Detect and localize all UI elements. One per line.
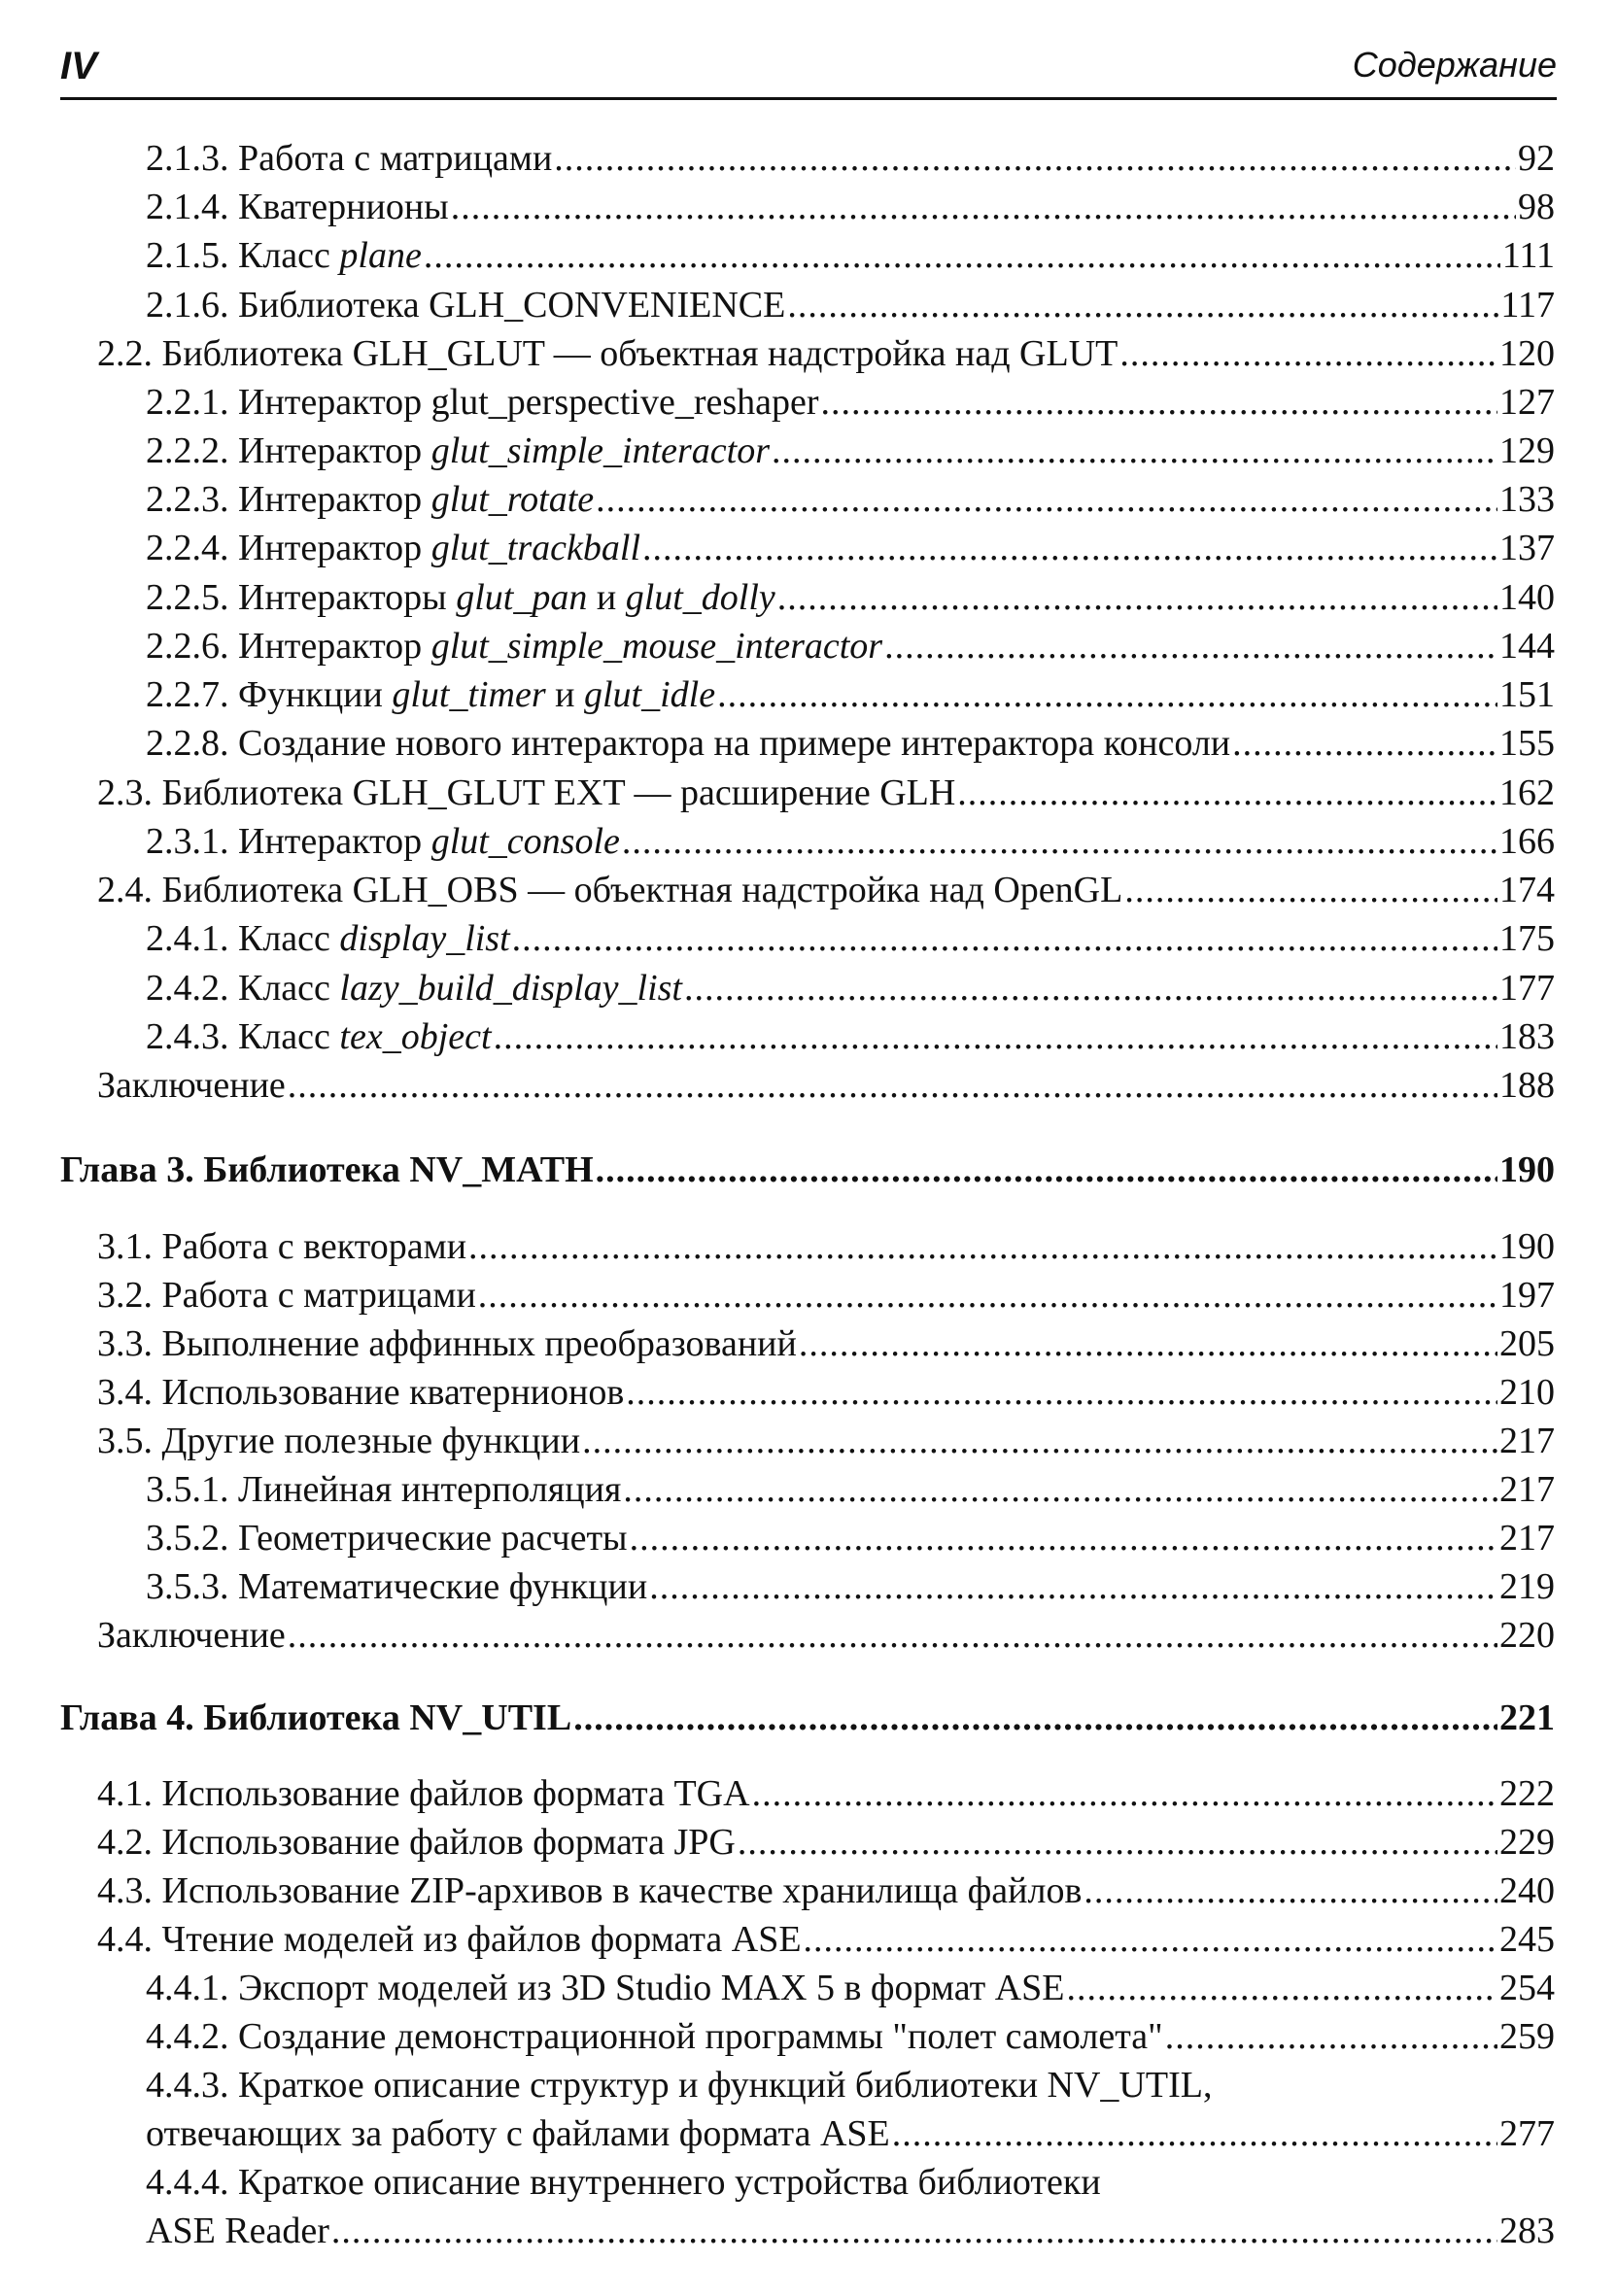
entry-page: 144 [1499,626,1555,667]
toc-entry[interactable] [146,426,1555,476]
entry-title: Создание демонстрационной программы "полет самолета" [228,2016,1163,2057]
dot-leader [331,2206,1497,2256]
entry-number: 2.4.1. [146,918,229,959]
chapter-title: Глава 4. Библиотека NV_UTIL [60,1697,572,1738]
toc-entry[interactable] [146,377,1555,428]
dot-leader [512,913,1497,964]
entry-title-italic: display_list [339,918,510,959]
entry-title: Интерактор [228,430,431,471]
toc-chapter[interactable] [60,1145,1555,1195]
dot-leader [554,133,1516,184]
entry-page: 222 [1499,1773,1555,1814]
toc-entry[interactable] [97,1817,1555,1868]
entry-title: Класс [228,918,340,959]
entry-title: Использование файлов формата TGA [153,1773,750,1814]
running-title: Содержание [1352,45,1557,85]
entry-title-italic: glut_pan [456,577,588,618]
entry-number: 4.4.1. [146,1968,229,2008]
chapter-title: Глава 3. Библиотека NV_MATH [60,1149,594,1190]
toc-entry[interactable] [146,474,1555,525]
entry-title-italic: glut_simple_mouse_interactor [430,626,883,667]
entry-title: Класс [228,968,340,1009]
dot-leader [787,280,1498,330]
entry-title-italic: glut_rotate [430,479,595,520]
entry-number: 3.5.1. [146,1469,229,1510]
entry-title: Использование файлов формата JPG [153,1822,736,1863]
dot-leader [738,1817,1497,1868]
dot-leader [1165,2011,1497,2062]
entry-title: Функции [228,674,393,715]
entry-page: 183 [1499,1016,1555,1057]
entry-page: 245 [1499,1919,1555,1960]
entry-title: Заключение [97,1615,286,1656]
entry-number: 3.5.2. [146,1518,229,1559]
entry-number: 4.1. [97,1773,153,1814]
entry-page: 254 [1499,1968,1555,2008]
entry-number: 2.1.3. [146,138,229,179]
entry-number: 2.2.4. [146,528,229,568]
dot-leader [717,669,1497,720]
entry-title-italic: glut_trackball [430,528,640,568]
toc-entry[interactable] [146,1513,1555,1563]
dot-leader [752,1768,1497,1819]
toc-entry[interactable] [146,963,1555,1013]
entry-title: Работа с векторами [153,1226,467,1267]
dot-leader [468,1221,1497,1272]
entry-number: 4.2. [97,1822,153,1863]
entry-title: Экспорт моделей из 3D Studio MAX 5 в формат ASE [228,1968,1065,2008]
toc-entry-line1[interactable] [146,2060,1212,2110]
dot-leader [892,2108,1497,2159]
entry-number: 2.3. [97,772,153,813]
toc-chapter[interactable] [60,1693,1555,1743]
toc-entry[interactable] [146,913,1555,964]
toc-entry[interactable] [97,1914,1555,1965]
entry-title: Геометрические расчеты [228,1518,628,1559]
entry-page: 259 [1499,2016,1555,2057]
entry-number: 2.1.5. [146,235,229,276]
entry-number: 4.4.3. [146,2065,229,2106]
dot-leader [288,1610,1497,1661]
dot-leader [288,1060,1497,1111]
entry-page: 133 [1499,479,1555,520]
entry-page: 174 [1499,870,1555,910]
dot-leader [799,1319,1497,1369]
dot-leader [777,572,1497,623]
page-header [60,37,1557,95]
entry-page: 205 [1499,1323,1555,1364]
entry-title-italic: lazy_build_display_list [339,968,682,1009]
dot-leader [596,474,1497,525]
entry-title: Заключение [97,1065,286,1106]
dot-leader [642,523,1497,573]
entry-title: Интеракторы [228,577,457,618]
entry-number: 4.4.4. [146,2162,229,2203]
entry-page: 155 [1499,723,1555,764]
entry-number: 2.2.7. [146,674,229,715]
toc-entry[interactable] [146,2011,1555,2062]
entry-page: 140 [1499,577,1555,618]
entry-number: 2.2.2. [146,430,229,471]
toc-entry[interactable] [97,768,1555,818]
entry-page: 240 [1499,1870,1555,1911]
entry-title: Работа с матрицами [228,138,553,179]
entry-title-italic: glut_simple_interactor [430,430,770,471]
dot-leader [451,182,1516,232]
entry-title: Краткое описание структур и функций библиотеки NV_UTIL, [228,2065,1213,2106]
entry-page: 129 [1499,430,1555,471]
dot-leader [582,1416,1497,1466]
entry-page: 127 [1499,382,1555,423]
toc-entry[interactable] [146,523,1555,573]
entry-title-conj: и [545,674,584,715]
entry-title: Создание нового интерактора на примере интерактора консоли [228,723,1231,764]
toc-entry[interactable] [146,280,1555,330]
toc-entry[interactable] [97,1270,1555,1320]
entry-page: 92 [1518,138,1555,179]
entry-number: 2.1.4. [146,187,229,227]
dot-leader [957,768,1497,818]
dot-leader [1084,1866,1497,1916]
entry-page: 117 [1500,285,1555,326]
entry-title-italic: glut_console [430,821,620,862]
toc-entry[interactable] [146,133,1555,184]
toc-entry[interactable] [97,1866,1555,1916]
dot-leader [772,426,1497,476]
dot-leader [684,963,1497,1013]
entry-title: Работа с матрицами [153,1275,476,1316]
toc-entry[interactable] [97,1060,1555,1111]
entry-title: Линейная интерполяция [228,1469,622,1510]
toc-entry[interactable] [97,1221,1555,1272]
entry-number: 3.2. [97,1275,153,1316]
entry-title-italic: glut_timer [392,674,546,715]
entry-number: 2.2.3. [146,479,229,520]
dot-leader [494,1011,1497,1062]
entry-title-continued: отвечающих за работу с файлами формата ASE [146,2113,890,2154]
chapter-page: 221 [1499,1697,1555,1738]
toc-entry[interactable] [146,230,1555,281]
entry-title-continued: ASE Reader [146,2210,329,2251]
entry-title: Использование кватернионов [153,1372,625,1413]
entry-number: 2.2. [97,333,153,374]
toc-entry[interactable] [146,1464,1555,1515]
entry-number: 3.5.3. [146,1566,229,1607]
entry-page: 175 [1499,918,1555,959]
entry-title: Интерактор [228,626,431,667]
entry-title-italic: glut_idle [584,674,716,715]
entry-number: 4.3. [97,1870,153,1911]
entry-page: 111 [1501,235,1555,276]
entry-number: 2.2.5. [146,577,229,618]
dot-leader [884,621,1497,671]
toc-entry[interactable] [146,182,1555,232]
dot-leader [573,1693,1497,1743]
entry-number: 3.4. [97,1372,153,1413]
entry-page: 217 [1499,1518,1555,1559]
toc-entry[interactable] [146,1561,1555,1612]
dot-leader [1124,865,1497,915]
entry-title: Использование ZIP-архивов в качестве хранилища файлов [153,1870,1083,1911]
dot-leader [1067,1963,1498,2013]
header-rule [60,97,1557,100]
entry-page: 162 [1499,772,1555,813]
entry-page: 217 [1499,1469,1555,1510]
entry-number: 2.4. [97,870,153,910]
entry-number: 2.4.2. [146,968,229,1009]
entry-page: 190 [1499,1226,1555,1267]
entry-title: Библиотека GLH_CONVENIENCE [228,285,786,326]
toc-entry[interactable] [146,2108,1555,2159]
entry-number: 4.4.2. [146,2016,229,2057]
dot-leader [622,816,1497,867]
entry-title-italic: glut_dolly [625,577,775,618]
dot-leader [821,377,1497,428]
entry-page: 177 [1499,968,1555,1009]
entry-page: 98 [1518,187,1555,227]
toc-entry[interactable] [146,816,1555,867]
entry-page: 229 [1499,1822,1555,1863]
toc-entry[interactable] [146,1963,1555,2013]
dot-leader [424,230,1500,281]
entry-page: 277 [1499,2113,1555,2154]
entry-page: 197 [1499,1275,1555,1316]
entry-title-conj: и [587,577,626,618]
entry-title: Библиотека GLH_GLUT EXT — расширение GLH [153,772,956,813]
toc-entry[interactable] [146,669,1555,720]
entry-number: 2.2.6. [146,626,229,667]
toc-entry[interactable] [97,1367,1555,1418]
entry-page: 188 [1499,1065,1555,1106]
entry-number: 2.3.1. [146,821,229,862]
toc-entry[interactable] [146,718,1555,769]
entry-page: 120 [1499,333,1555,374]
toc-entry[interactable] [97,1610,1555,1661]
dot-leader [804,1914,1497,1965]
toc-entry[interactable] [97,1319,1555,1369]
toc-entry[interactable] [146,1011,1555,1062]
entry-title: Другие полезные функции [153,1421,581,1461]
toc-entry-line1[interactable] [146,2157,1101,2208]
entry-number: 2.4.3. [146,1016,229,1057]
entry-number: 4.4. [97,1919,153,1960]
entry-title: Интерактор [228,528,431,568]
toc-entry[interactable] [97,1768,1555,1819]
entry-number: 3.1. [97,1226,153,1267]
entry-title: Интерактор glut_perspective_reshaper [228,382,819,423]
toc-entry[interactable] [97,865,1555,915]
entry-number: 2.2.8. [146,723,229,764]
entry-page: 220 [1499,1615,1555,1656]
entry-title-italic: tex_object [339,1016,492,1057]
entry-title: Библиотека GLH_GLUT — объектная надстройка над GLUT [153,333,1118,374]
toc-entry[interactable] [97,1416,1555,1466]
entry-title: Выполнение аффинных преобразований [153,1323,797,1364]
toc-entry[interactable] [146,2206,1555,2256]
entry-page: 151 [1499,674,1555,715]
entry-number: 3.3. [97,1323,153,1364]
entry-title: Кватернионы [228,187,449,227]
entry-title: Интерактор [228,821,431,862]
dot-leader [1119,328,1497,379]
entry-title: Краткое описание внутреннего устройства библиотеки [228,2162,1101,2203]
entry-number: 2.1.6. [146,285,229,326]
entry-page: 137 [1499,528,1555,568]
entry-title: Интерактор [228,479,431,520]
entry-title: Класс [228,235,340,276]
entry-page: 210 [1499,1372,1555,1413]
page-number: IV [60,45,97,87]
entry-title: Библиотека GLH_OBS — объектная надстройка над OpenGL [153,870,1123,910]
dot-leader [626,1367,1497,1418]
entry-number: 3.5. [97,1421,153,1461]
entry-page: 219 [1499,1566,1555,1607]
entry-page: 166 [1499,821,1555,862]
entry-number: 2.2.1. [146,382,229,423]
entry-title: Чтение моделей из файлов формата ASE [153,1919,802,1960]
dot-leader [1232,718,1497,769]
entry-title-italic: plane [339,235,422,276]
toc-entry[interactable] [146,572,1555,623]
entry-title: Математические функции [228,1566,648,1607]
toc-entry[interactable] [146,621,1555,671]
entry-title: Класс [228,1016,340,1057]
entry-page: 283 [1499,2210,1555,2251]
chapter-page: 190 [1499,1149,1555,1190]
dot-leader [623,1464,1497,1515]
entry-page: 217 [1499,1421,1555,1461]
toc-entry[interactable] [97,328,1555,379]
dot-leader [630,1513,1497,1563]
dot-leader [596,1145,1497,1195]
dot-leader [649,1561,1497,1612]
dot-leader [478,1270,1497,1320]
